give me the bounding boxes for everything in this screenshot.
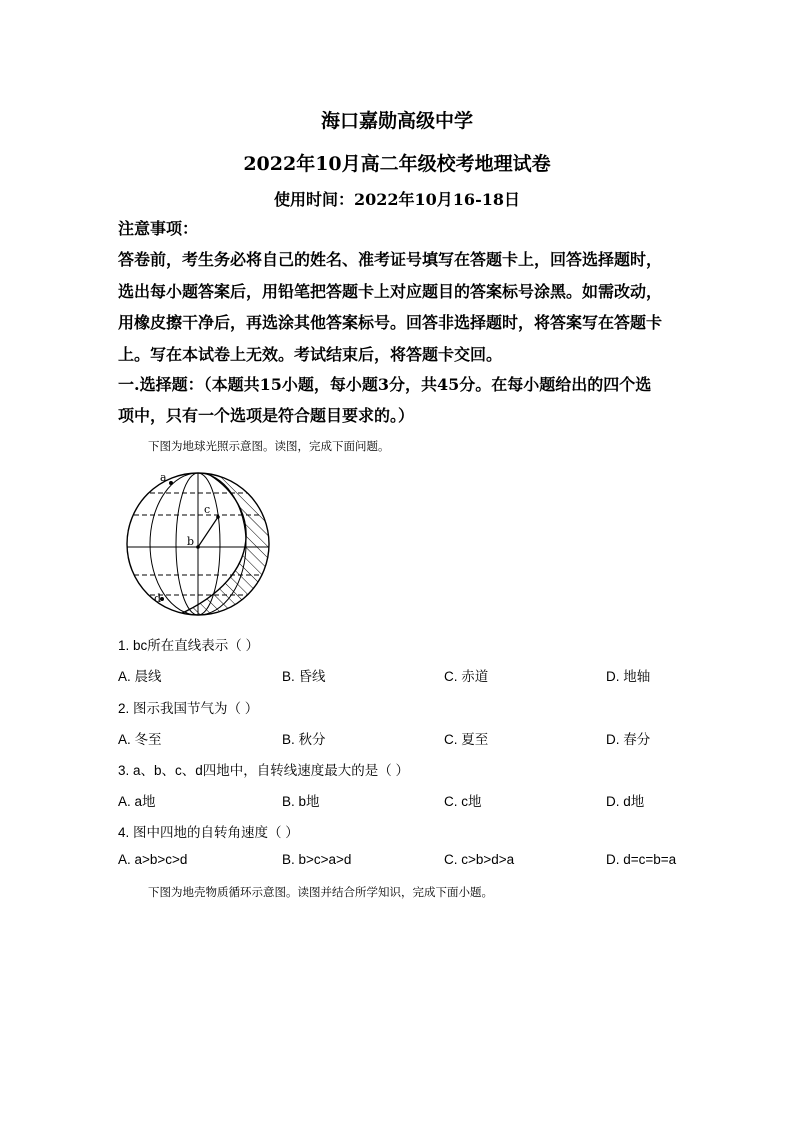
option-d[interactable]: D. 春分 <box>606 732 651 747</box>
earth-illumination-diagram <box>118 465 278 620</box>
option-b[interactable]: B. b>c>a>d <box>282 852 352 867</box>
school-name: 海口嘉勋高级中学 <box>320 110 473 132</box>
option-d[interactable]: D. d=c=b=a <box>606 852 677 867</box>
option-c[interactable]: C. 赤道 <box>444 669 489 684</box>
point-d-label: d <box>154 592 162 605</box>
question-stem: 2. 图示我国节气为（ ） <box>118 701 259 716</box>
time-line: 使用时间：2022年10月16-18日 <box>274 190 520 209</box>
option-c[interactable]: C. c>b>d>a <box>444 852 515 867</box>
bc-line <box>198 517 218 547</box>
option-d[interactable]: D. 地轴 <box>606 669 651 684</box>
instruction-line: 选出每小题答案后，用铅笔把答题卡上对应题目的答案标号涂黑。如需改动， <box>118 282 663 301</box>
option-a[interactable]: A. 冬至 <box>118 732 162 747</box>
figure1-caption: 下图为地球光照示意图。读图，完成下面问题。 <box>148 439 390 453</box>
section-heading: 一.选择题：（本题共15小题，每小题3分，共45分。在每小题给出的四个选 <box>118 375 652 394</box>
point-a-label: a <box>160 471 167 484</box>
question-stem: 1. bc所在直线表示（ ） <box>118 638 260 653</box>
point-c-label: c <box>204 503 211 516</box>
question-stem: 4. 图中四地的自转角速度（ ） <box>118 825 299 840</box>
figure2-caption: 下图为地壳物质循环示意图。读图并结合所学知识，完成下面小题。 <box>148 885 493 899</box>
option-b[interactable]: B. 昏线 <box>282 669 326 684</box>
instruction-line: 用橡皮擦干净后，再选涂其他答案标号。回答非选择题时，将答案写在答题卡 <box>118 313 663 332</box>
option-a[interactable]: A. 晨线 <box>118 669 162 684</box>
option-a[interactable]: A. a地 <box>118 794 156 809</box>
exam-title: 2022年10月高二年级校考地理试卷 <box>243 153 551 175</box>
option-b[interactable]: B. 秋分 <box>282 732 326 747</box>
option-b[interactable]: B. b地 <box>282 794 320 809</box>
option-c[interactable]: C. c地 <box>444 794 482 809</box>
point-b-label: b <box>187 535 195 548</box>
option-c[interactable]: C. 夏至 <box>444 732 489 747</box>
instruction-line: 答卷前，考生务必将自己的姓名、准考证号填写在答题卡上，回答选择题时， <box>118 250 663 269</box>
option-a[interactable]: A. a>b>c>d <box>118 852 188 867</box>
instruction-line: 上。写在本试卷上无效。考试结束后，将答题卡交回。 <box>118 345 503 364</box>
option-d[interactable]: D. d地 <box>606 794 645 809</box>
instructions-heading: 注意事项： <box>118 219 199 238</box>
section-heading: 项中，只有一个选项是符合题目要求的。） <box>118 406 415 425</box>
question-stem: 3. a、b、c、d四地中，自转线速度最大的是（ ） <box>118 763 410 778</box>
